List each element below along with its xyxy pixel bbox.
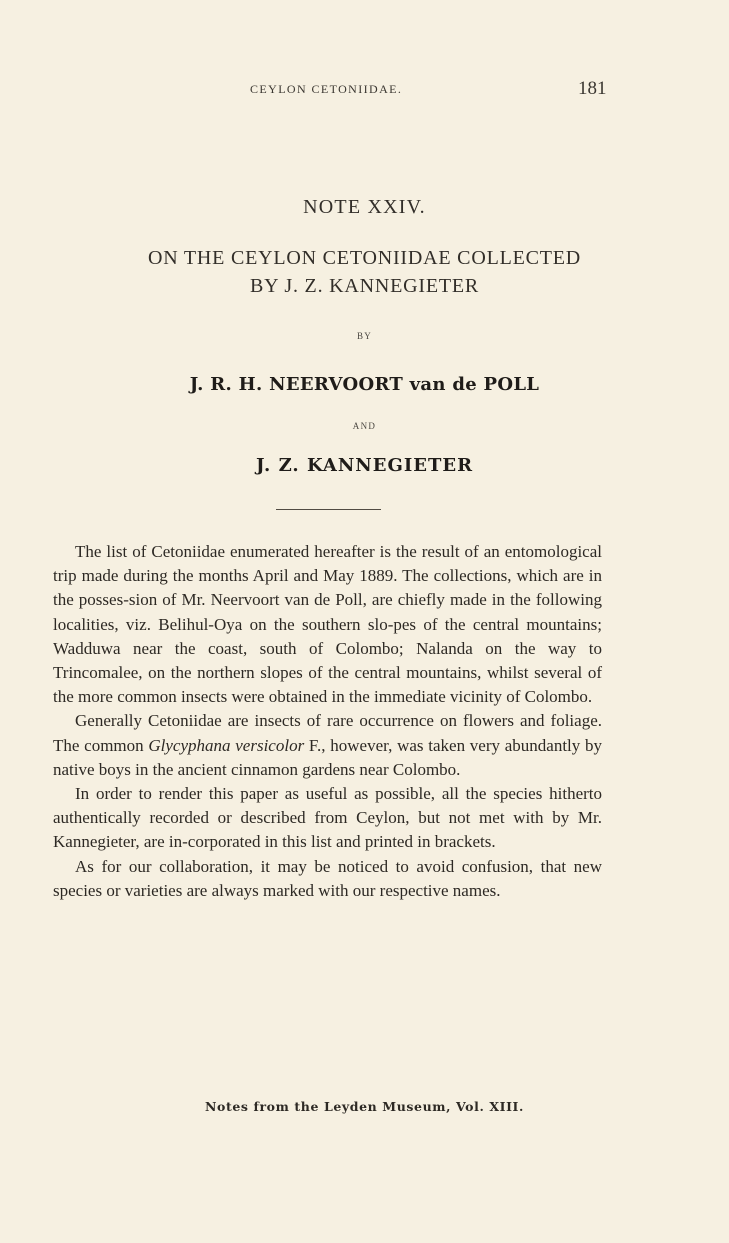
by-label: BY xyxy=(356,331,373,341)
note-number: NOTE XXIV. xyxy=(303,196,426,218)
paragraph-1: The list of Cetoniidae enumerated hereafter is the result of an entomological trip made during the months April and May 1889. The collections, which are in the posses-sion of Mr. Neervoort van de Poll, are chiefly made in the following localities, viz. Belihul-Oya on the southern slo-pes of the central mountains; Wadduwa near the coast, south of Colombo; Nalanda on the way to Trincomalee, on the northern slopes of the central mountains, whilst several of the more common insects were obtained in the immediate vicinity of Colombo. xyxy=(53,542,602,707)
separator-rule xyxy=(276,509,381,510)
article-title-line-2: BY J. Z. KANNEGIETER xyxy=(249,275,480,297)
paragraph-3: In order to render this paper as useful as possible, all the species hitherto authentically recorded or described from Ceylon, but not met with by Mr. Kannegieter, are in-corporated in this list and printed in brackets. xyxy=(53,784,602,852)
paragraph-2-after: F., however, was taken very abundantly by native boys in the ancient cinnamon gardens near Colombo. xyxy=(53,735,603,779)
author-neervoort: J. R. H. NEERVOORT van de POLL xyxy=(189,374,540,395)
body-text xyxy=(53,540,602,903)
running-head xyxy=(0,80,729,100)
page-number: 181 xyxy=(578,78,607,99)
species-name: Glycyphana versicolor xyxy=(148,735,305,755)
paragraph-2-before: Generally Cetoniidae are insects of rare occurrence on flowers and foliage. The common xyxy=(53,711,602,755)
running-title: CEYLON CETONIIDAE. xyxy=(250,82,403,96)
paragraph-2 xyxy=(53,709,602,782)
article-title-line-1: ON THE CEYLON CETONIIDAE COLLECTED xyxy=(147,247,582,269)
paragraph-4: As for our collaboration, it may be noticed to avoid confusion, that new species or varieties are always marked with our respective names. xyxy=(53,856,602,900)
article-title xyxy=(0,244,729,300)
footer-journal-line: Notes from the Leyden Museum, Vol. XIII. xyxy=(205,1099,524,1114)
and-label: AND xyxy=(352,421,377,431)
author-kannegieter: J. Z. KANNEGIETER xyxy=(255,455,474,476)
